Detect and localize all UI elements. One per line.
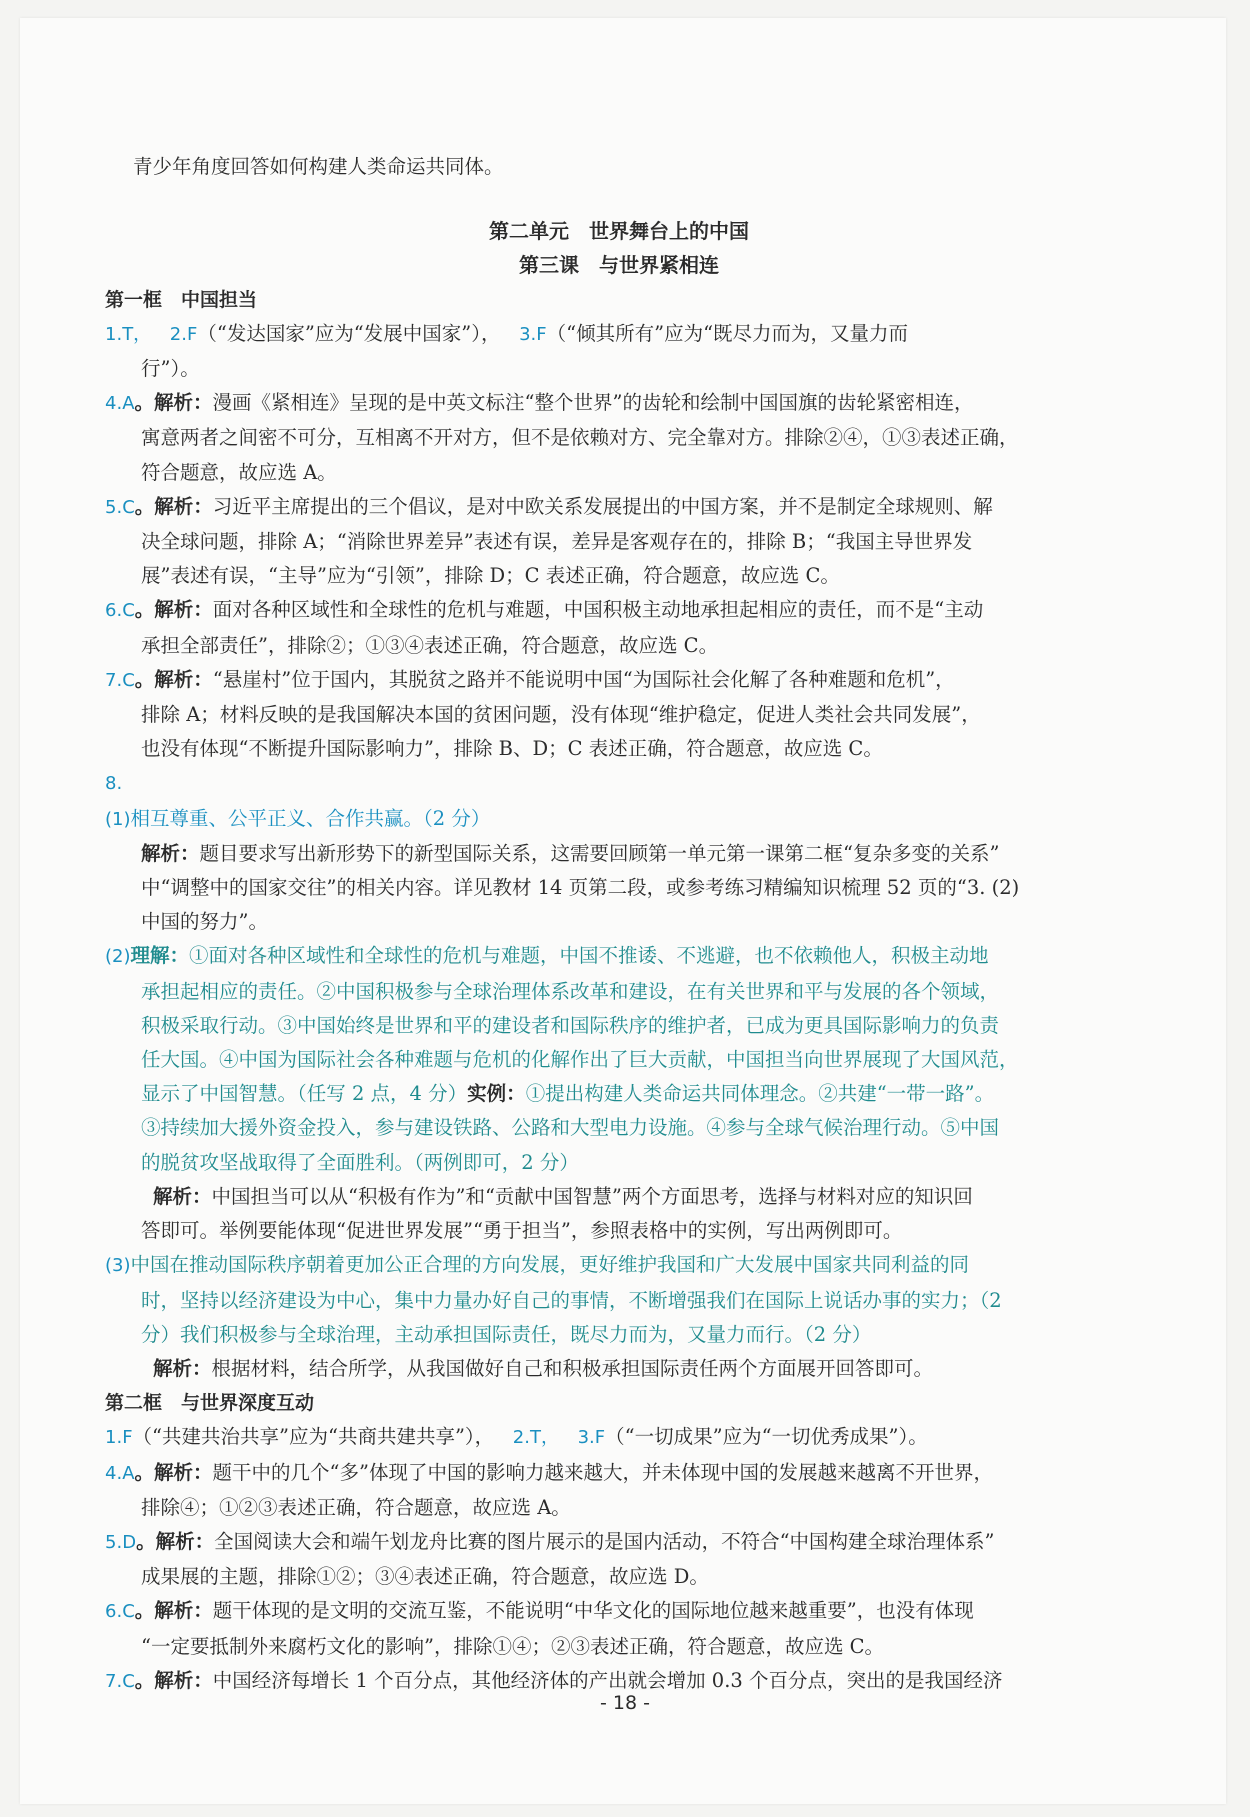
q-answer: C [122,669,135,691]
q-text: 习近平主席提出的三个倡议，是对中欧关系发展提出的中国方案，并不是制定全球规则、解 [212,494,993,518]
question-6 [105,593,1133,662]
analysis-label: 。解析： [134,1599,213,1623]
sub-answer: 分）我们积极参与全球治理，主动承担国际责任，既尽力而为，又量力而行。（2 分） [141,1322,872,1346]
sub-answer: 承担起相应的责任。②中国积极参与全球治理体系改革和建设，在有关世界和平与发展的各个领域， [141,979,1000,1003]
q-text: 题干中的几个“多”体现了中国的影响力越来越大，并未体现中国的发展越来越离不开世界， [212,1460,993,1484]
q-answer: T， [122,323,152,345]
q-text: 寓意两者之间密不可分，互相离不开对方，但不是依赖对方、完全靠对方。排除②④，①③表述正确， [141,426,1019,450]
q-number: 1. [105,323,123,345]
question-7 [105,663,1133,767]
document-body [105,150,1133,1699]
q-text: 根据材料，结合所学，从我国做好自己和积极承担国际责任两个方面展开回答即可。 [211,1356,934,1380]
sub-answer: 的脱贫攻坚战取得了全面胜利。（两例即可，2 分） [141,1150,579,1174]
q-number: 8. [105,773,123,795]
sub-answer: 积极采取行动。③中国始终是世界和平的建设者和国际秩序的维护者，已成为更具国际影响力的负责 [141,1013,1000,1037]
q-answer: F [122,1427,133,1449]
q-answer: F [594,1427,606,1449]
q-number: 6. [105,1601,123,1623]
q-answer: D [122,1531,137,1553]
section-title: 第二框 与世界深度互动 [105,1392,315,1415]
page-number: - 18 - [600,1692,650,1714]
q-text: 中国经济每增长 1 个百分点，其他经济体的产出就会增加 0.3 个百分点，突出的是我国经济 [212,1668,1003,1692]
q-number: 5. [105,1531,123,1553]
q-text: 中国担当可以从“积极有作为”和“贡献中国智慧”两个方面思考，选择与材料对应的知识回 [211,1184,973,1208]
analysis-label: 解析： [153,1356,212,1380]
q-number: 4. [105,1462,123,1484]
analysis-label: 。解析： [134,598,213,622]
lead-text: 青少年角度回答如何构建人类命运共同体。 [133,155,504,178]
sub-answer: 时，坚持以经济建设为中心，集中力量办好自己的事情，不断增强我们在国际上说话办事的实力；（2 [141,1288,1002,1312]
q-text: 中国的努力”。 [141,910,268,934]
q-answer: F [186,323,198,345]
example-label: 实例： [467,1082,526,1106]
analysis-label: 。解析： [134,494,213,518]
q-number: 4. [105,393,123,415]
q-answer: T， [529,1427,559,1449]
unit-title: 第二单元 世界舞台上的中国 [489,219,749,244]
q-answer: C [122,1601,135,1623]
analysis-label: 解析： [153,1184,212,1208]
sub-answer: ①提出构建人类命运共同体理念。②共建“一带一路”。 [525,1082,995,1106]
sub-answer: 显示了中国智慧。（任写 2 点，4 分） [141,1082,468,1106]
q-number: 2. [512,1427,530,1449]
q-answer: C [122,600,135,622]
question-8 [105,766,1133,1386]
q-text: 符合题意，故应选 A。 [141,460,337,484]
understanding-label: 理解： [130,944,190,968]
q-text: 成果展的主题，排除①②；③④表述正确，符合题意，故应选 D。 [141,1565,709,1589]
q-text: “悬崖村”位于国内，其脱贫之路并不能说明中国“为国际社会化解了各种难题和危机”， [212,667,955,691]
q-text: 排除 A；材料反映的是我国解决本国的贫困问题，没有体现“维护稳定，促进人类社会共同发展”， [141,703,981,727]
q-number: 3. [519,323,537,345]
q-answer: A [122,393,135,415]
question-4 [105,1456,1133,1525]
question-5 [105,1525,1133,1594]
q-answer: A [122,1462,135,1484]
q-text: 中“调整中的国家交往”的相关内容。详见教材 14 页第二段，或参考练习精编知识梳理 52 页的“3. (2) [141,876,1020,900]
q-number: 2. [169,323,187,345]
q-text: 题目要求写出新形势下的新型国际关系，这需要回顾第一单元第一课第二框“复杂多变的关系” [199,841,1000,865]
sub-number: (1) [105,808,131,830]
q-text: 答即可。举例要能体现“促进世界发展”“勇于担当”，参照表格中的实例，写出两例即可。 [141,1219,903,1243]
q-answer: C [122,496,135,518]
answer-1-3 [105,317,1133,352]
q-answer: F [536,323,547,345]
section-title: 第一框 中国担当 [105,288,258,311]
sub-number: (2) [105,946,131,968]
q-text: 决全球问题，排除 A；“消除世界差异”表述有误，差异是客观存在的，排除 B；“我国主导世界发 [141,530,973,554]
sub-answer: ③持续加大援外资金投入，参与建设铁路、公路和大型电力设施。④参与全球气候治理行动。⑤中国 [141,1116,1000,1140]
q-text: （“倾其所有”应为“既尽力而为，又量力而 [546,321,909,345]
analysis-label: 。解析： [134,391,213,415]
q-number: 5. [105,496,123,518]
q-number: 1. [105,1427,123,1449]
q-number: 3. [577,1427,595,1449]
q-text: 承担全部责任”，排除②；①③④表述正确，符合题意，故应选 C。 [141,633,719,657]
q-number: 7. [105,1670,123,1692]
sub-answer: ①面对各种区域性和全球性的危机与难题，中国不推诿、不逃避，也不依赖他人，积极主动地 [189,944,989,968]
q-text: 漫画《紧相连》呈现的是中英文标注“整个世界”的齿轮和绘制中国国旗的齿轮紧密相连， [212,391,974,415]
lesson-title: 第三课 与世界紧相连 [519,253,719,278]
q-text: 行”）。 [141,357,200,381]
question-5 [105,490,1133,594]
q-text: 题干体现的是文明的交流互鉴，不能说明“中华文化的国际地位越来越重要”，也没有体现 [212,1599,974,1623]
analysis-label: 。解析： [134,1668,213,1692]
q-text: 全国阅读大会和端午划龙舟比赛的图片展示的是国内活动，不符合“中国构建全球治理体系” [214,1529,995,1553]
analysis-label: 解析： [141,841,200,865]
sub-answer: 任大国。④中国为国际社会各种难题与危机的化解作出了巨大贡献，中国担当向世界展现了大国风范， [141,1048,1019,1072]
q-text: 面对各种区域性和全球性的危机与难题，中国积极主动地承担起相应的责任，而不是“主动 [212,598,984,622]
question-6 [105,1594,1133,1663]
q-text: （“共建共治共享”应为“共商共建共享”）， [132,1425,495,1449]
q-text: “一定要抵制外来腐朽文化的影响”，排除①④；②③表述正确，符合题意，故应选 C。 [141,1634,885,1658]
q-text: 也没有体现“不断提升国际影响力”，排除 B、D；C 表述正确，符合题意，故应选 C。 [141,737,883,761]
analysis-label: 。解析： [136,1529,215,1553]
q-text: 排除④；①②③表述正确，符合题意，故应选 A。 [141,1495,571,1519]
sub-number: (3) [105,1255,131,1277]
q-answer: C [122,1670,135,1692]
q-text: 展”表述有误，“主导”应为“引领”，排除 D；C 表述正确，符合题意，故应选 C。 [141,564,840,588]
q-number: 7. [105,669,123,691]
analysis-label: 。解析： [134,1460,213,1484]
analysis-label: 。解析： [134,667,213,691]
sub-answer: 中国在推动国际秩序朝着更加公正合理的方向发展，更好维护我国和广大发展中国家共同利益的同 [130,1253,970,1277]
answer-1-3 [105,1420,1133,1455]
question-4 [105,386,1133,490]
q-text: （“一切成果”应为“一切优秀成果”）。 [605,1425,928,1449]
q-number: 6. [105,600,123,622]
sub-answer: 相互尊重、公平正义、合作共赢。（2 分） [130,806,491,830]
q-text: （“发达国家”应为“发展中国家”）， [197,321,501,345]
